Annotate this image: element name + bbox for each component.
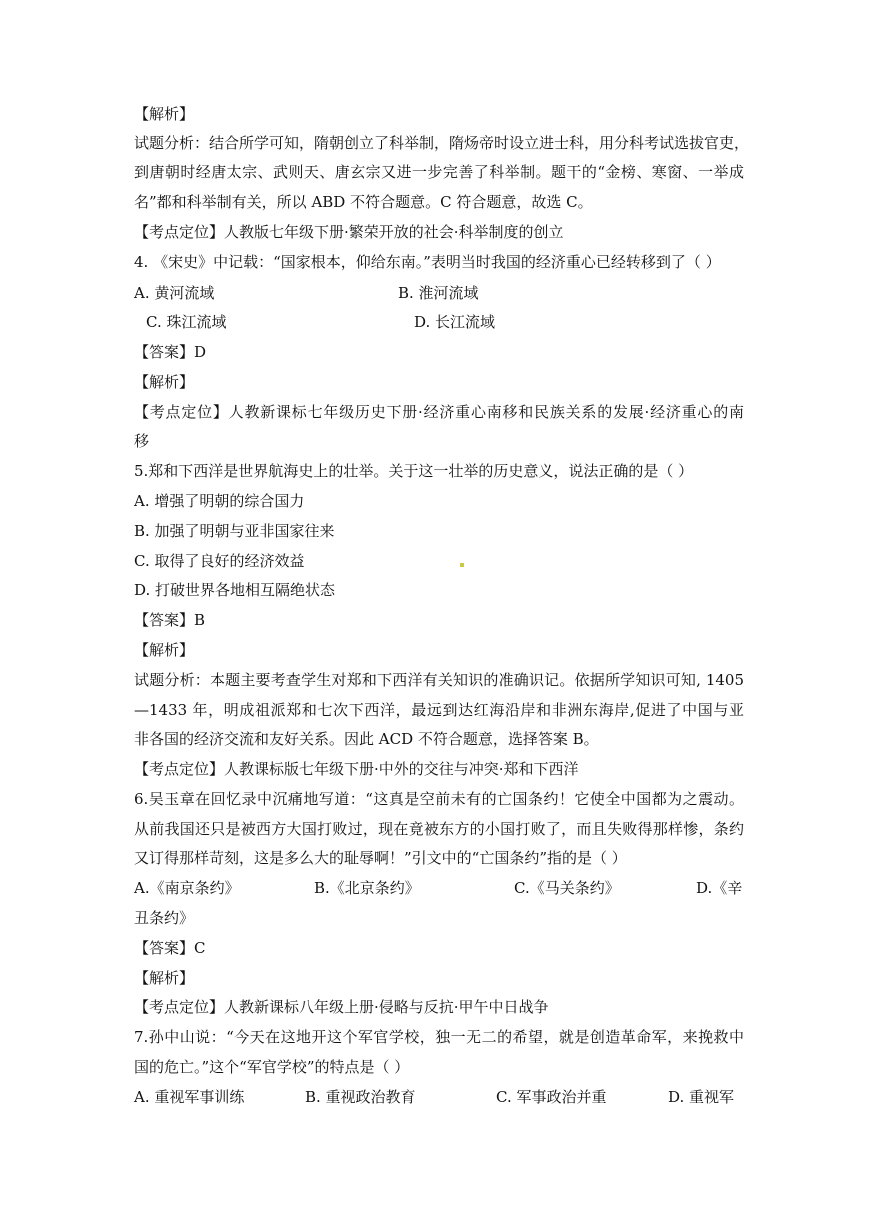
q4-option-c: C. 珠江流域 (146, 313, 227, 331)
q6-option-b: B.《北京条约》 (314, 879, 420, 897)
topic-location-cont: 移 (134, 432, 150, 450)
q5-option-a: A. 增强了明朝的综合国力 (134, 492, 305, 510)
analysis-text: 试题分析：本题主要考查学生对郑和下西洋有关知识的准确识记。依据所学知识可知, 1405 (134, 671, 744, 689)
section-label-analysis: 【解析】 (134, 969, 195, 987)
analysis-text: 非各国的经济交流和友好关系。因此 ACD 不符合题意，选择答案 B。 (134, 730, 599, 748)
answer-label: 【答案】C (134, 939, 206, 957)
analysis-text: 名”都和科举制有关，所以 ABD 不符合题意。C 符合题意，故选 C。 (134, 193, 593, 211)
topic-location: 【考点定位】人教版七年级下册·繁荣开放的社会·科举制度的创立 (134, 223, 564, 241)
q6-option-a: A.《南京条约》 (134, 879, 240, 897)
q7-option-b: B. 重视政治教育 (305, 1088, 416, 1106)
question-6-cont: 从前我国还只是被西方大国打败过，现在竟被东方的小国打败了，而且失败得那样惨，条约 (134, 820, 744, 838)
topic-location: 【考点定位】人教新课标七年级历史下册·经济重心南移和民族关系的发展·经济重心的南 (134, 403, 744, 421)
q6-option-d-cont: 丑条约》 (134, 909, 195, 927)
question-7-cont: 国的危亡。”这个“军官学校”的特点是（ ） (134, 1058, 410, 1076)
q4-option-b: B. 淮河流域 (398, 284, 479, 302)
q7-option-c: C. 军事政治并重 (496, 1088, 607, 1106)
topic-location: 【考点定位】人教新课标八年级上册·侵略与反抗·甲午中日战争 (134, 998, 549, 1016)
q5-option-c: C. 取得了良好的经济效益 (134, 552, 305, 570)
question-6-cont: 又订得那样苛刻，这是多么大的耻辱啊！”引文中的“亡国条约”指的是（ ） (134, 849, 627, 867)
q7-option-d: D. 重视军 (668, 1088, 735, 1106)
question-6: 6.吴玉章在回忆录中沉痛地写道：“这真是空前未有的亡国条约！它使全中国都为之震动。 (134, 790, 744, 808)
q7-option-a: A. 重视军事训练 (134, 1088, 245, 1106)
question-5: 5.郑和下西洋是世界航海史上的壮举。关于这一壮举的历史意义，说法正确的是（ ） (134, 462, 694, 480)
answer-label: 【答案】B (134, 611, 206, 629)
question-7: 7.孙中山说：“今天在这地开这个军官学校，独一无二的希望，就是创造革命军，来挽救中 (134, 1028, 744, 1046)
q4-option-a: A. 黄河流域 (134, 284, 215, 302)
analysis-text: —1433 年，明成祖派郑和七次下西洋，最远到达红海沿岸和非洲东海岸,促进了中国与亚 (134, 701, 744, 719)
section-label-analysis: 【解析】 (134, 641, 195, 659)
topic-location: 【考点定位】人教课标版七年级下册·中外的交往与冲突·郑和下西洋 (134, 760, 579, 778)
section-label-analysis: 【解析】 (134, 105, 195, 123)
analysis-text: 试题分析：结合所学可知，隋朝创立了科举制，隋炀帝时设立进士科，用分科考试选拔官吏， (134, 134, 750, 152)
q6-option-d: D.《辛 (696, 879, 743, 897)
stray-dot (460, 563, 464, 567)
answer-label: 【答案】D (134, 343, 207, 361)
analysis-text: 到唐朝时经唐太宗、武则天、唐玄宗又进一步完善了科举制。题干的“金榜、寒窗、一举成 (134, 163, 744, 181)
q5-option-d: D. 打破世界各地相互隔绝状态 (134, 581, 336, 599)
section-label-analysis: 【解析】 (134, 373, 195, 391)
q6-option-c: C.《马关条约》 (514, 879, 620, 897)
question-4: 4. 《宋史》中记载：“国家根本，仰给东南。”表明当时我国的经济重心已经转移到了（ ） (134, 253, 721, 271)
q4-option-d: D. 长江流域 (414, 313, 496, 331)
q5-option-b: B. 加强了明朝与亚非国家往来 (134, 522, 335, 540)
